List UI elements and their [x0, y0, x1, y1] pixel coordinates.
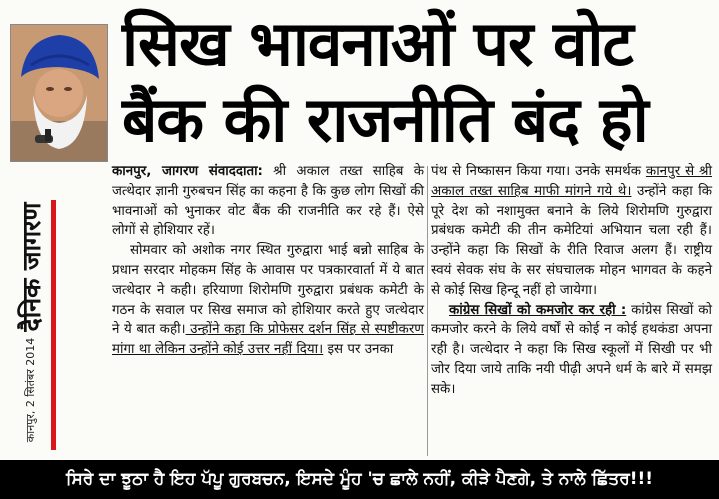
underlined-quote: कानपुर से श्री अकाल तख्त साहिब माफी मांगने गये थे।: [431, 164, 712, 199]
article-column-2: [431, 162, 712, 400]
article-column-1: [112, 162, 424, 360]
accent-bar: [51, 200, 56, 450]
underlined-quote: उन्होंने कहा कि प्रोफेसर दर्शन सिंह से स्पष्टीकरण मांगा था लेकिन उन्होंने कोई उत्तर नहीं दिया।: [112, 322, 424, 358]
edition-date: कानपुर, 2 सितंबर 2014: [24, 337, 37, 443]
paragraph-text: पंथ से निष्कासन किया गया। उनके समर्थक: [431, 164, 642, 179]
portrait-photo: [10, 24, 108, 162]
punjabi-caption-banner: ਸਿਰੇ ਦਾ ਝੂਠਾ ਹੈ ਇਹ ਪੱਪੂ ਗੁਰਬਚਨ, ਇਸਦੇ ਮੂੰਹ 'ਚ ਛਾਲੇ ਨਹੀਂ, ਕੀੜੇ ਪੈਣਗੇ, ਤੇ ਨਾਲੇ ਛਿੱਤਰ!!!: [0, 460, 719, 499]
headline-line-2: बैंक की राजनीति बंद हो: [122, 83, 648, 156]
article-paragraph: [431, 301, 712, 400]
paragraph-text: सोमवार को अशोक नगर स्थित गुरुद्वारा भाई बन्नो साहिब के प्रधान सरदार मोहकम सिंह के आवास पर पत्रकारवार्ता में ये बात जत्थेदार ने कही। हरियाणा शिरोमणि गुरुद्वारा प्रबंधक कमेटी के गठन के सवाल पर सिख समाज को होशियार करते हुए जत्थेदार ने ये बात कही।: [112, 243, 424, 338]
paragraph-text: इस पर उनका: [323, 342, 394, 358]
article-paragraph: [431, 162, 712, 301]
article-paragraph: [112, 162, 424, 241]
portrait-image: [11, 25, 107, 161]
dateline: कानपुर, जागरण संवाददाता:: [112, 164, 263, 179]
paragraph-text: उन्होंने कहा कि पूरे देश को नशामुक्त बनाने के लिये शिरोमणि गुरुद्वारा प्रबंधक कमेटी की तीन कमेटियां अभियान चला रही हैं। उन्होंने कहा कि सिखों के रीति रिवाज अलग हैं। राष्ट्रीय स्वयं सेवक संघ के सर संघचालक मोहन भागवत के कहने से कोई सिख हिन्दू नहीं हो जायेगा।: [431, 183, 712, 298]
article-paragraph: [112, 241, 424, 360]
headline: [122, 6, 712, 158]
column-divider: [427, 166, 428, 456]
masthead: [14, 200, 44, 450]
paragraph-text: कांग्रेस सिखों को कमजोर करने के लिये वर्षों से कोई न कोई हथकंडा अपना रही है। जत्थेदार ने कहा कि सिख स्कूलों में सिखी पर भी जोर दिया जाये ताकि नयी पीढ़ी अपने धर्म के बारे में समझ सके।: [431, 302, 712, 397]
newspaper-name: दैनिक जागरण: [17, 202, 46, 332]
paragraph-text: श्री अकाल तख्त साहिब के जत्थेदार ज्ञानी गुरुबचन सिंह का कहना है कि कुछ लोग सिखों की भावनाओं को भुनाकर वोट बैंक की राजनीति कर रहे हैं। ऐसे लोगों से होशियार रहें।: [112, 164, 424, 239]
headline-line-1: सिख भावनाओं पर वोट: [122, 7, 633, 80]
subheading: कांग्रेस सिखों को कमजोर कर रही :: [449, 302, 627, 318]
